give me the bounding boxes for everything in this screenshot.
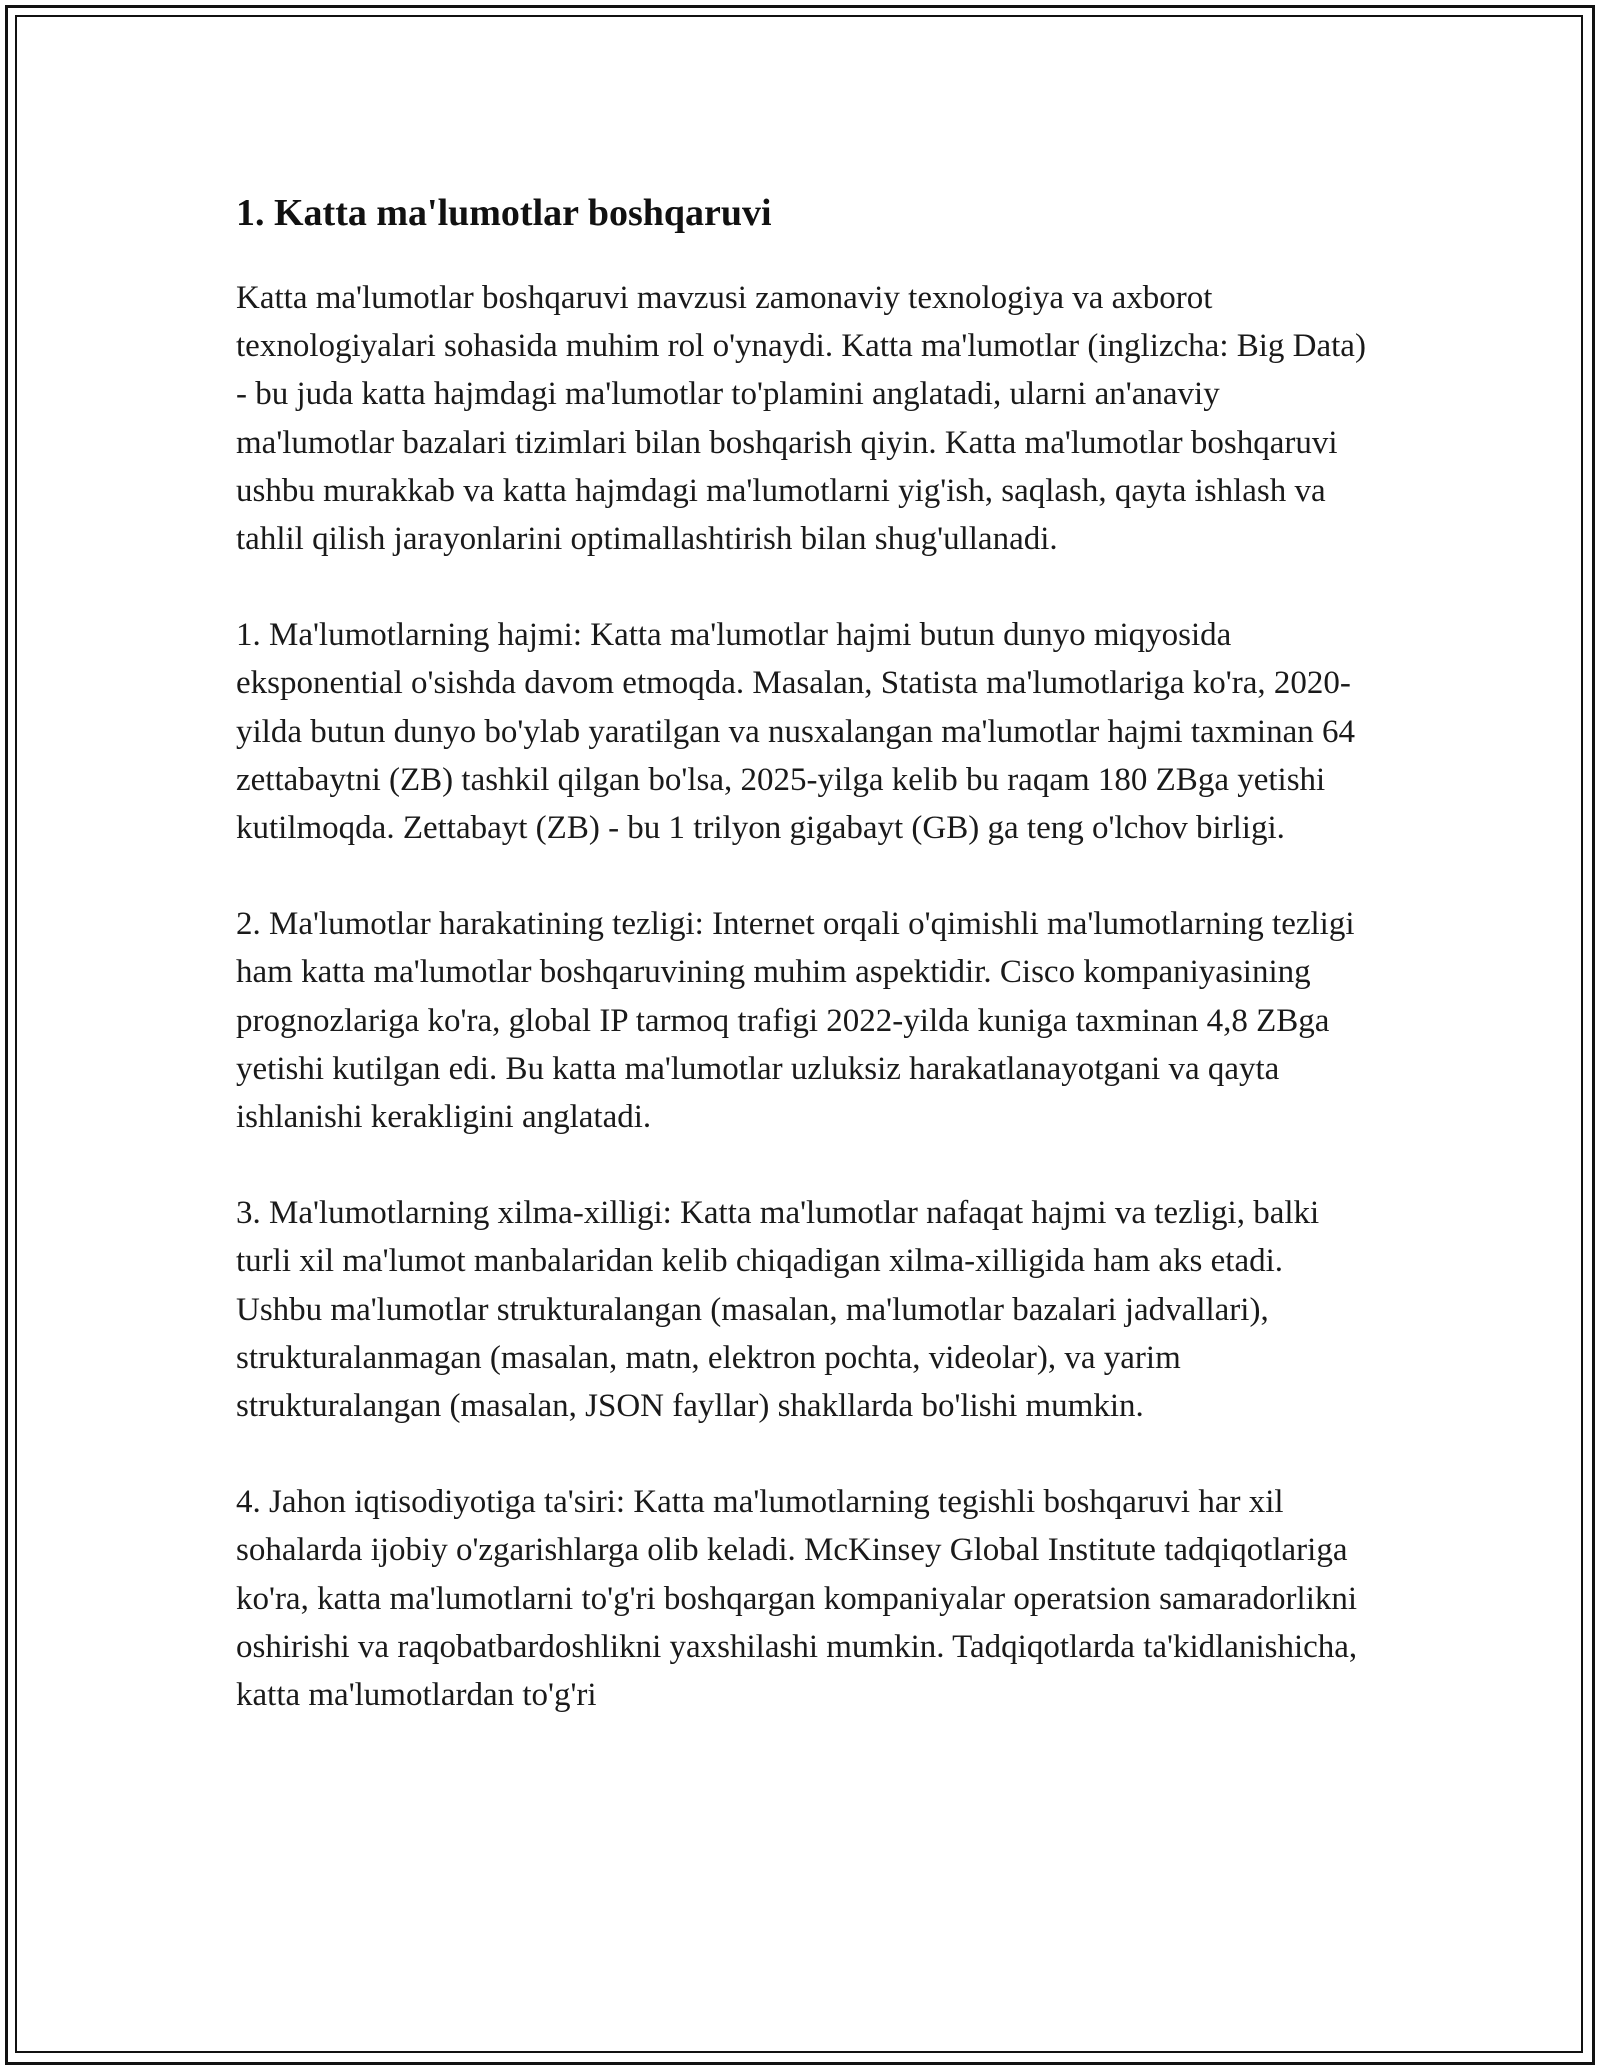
document-body	[236, 188, 1376, 1767]
paragraph-data-velocity: 2. Ma'lumotlar harakatining tezligi: Internet orqali o'qimishli ma'lumotlarning tezligi ham katta ma'lumotlar boshqaruvining muhim aspektidir. Cisco kompaniyasining prognozlariga ko'ra, global IP tarmoq trafigi 2022-yilda kuniga taxminan 4,8 ZBga yetishi kutilgan edi. Bu katta ma'lumotlar uzluksiz harakatlanayotgani va qayta ishlanishi kerakligini anglatadi.	[236, 906, 1355, 1136]
intro-paragraph: Katta ma'lumotlar boshqaruvi mavzusi zamonaviy texnologiya va axborot texnologiyalari sohasida muhim rol o'ynaydi. Katta ma'lumotlar (inglizcha: Big Data) - bu juda katta hajmdagi ma'lumotlar to'plamini anglatadi, ularni an'anaviy ma'lumotlar bazalari tizimlari bilan boshqarish qiyin. Katta ma'lumotlar boshqaruvi ushbu murakkab va katta hajmdagi ma'lumotlarni yig'ish, saqlash, qayta ishlash va tahlil qilish jarayonlarini optimallashtirish bilan shug'ullanadi.	[236, 280, 1366, 558]
section-title: 1. Katta ma'lumotlar boshqaruvi	[236, 192, 772, 234]
paragraph-data-variety: 3. Ma'lumotlarning xilma-xilligi: Katta ma'lumotlar nafaqat hajmi va tezligi, balki turli xil ma'lumot manbalaridan kelib chiqadigan xilma-xilligida ham aks etadi. Ushbu ma'lumotlar strukturalangan (masalan, ma'lumotlar bazalari jadvallari), strukturalanmagan (masalan, matn, elektron pochta, videolar), va yarim strukturalangan (masalan, JSON fayllar) shakllarda bo'lishi mumkin.	[236, 1195, 1320, 1425]
paragraph-data-volume: 1. Ma'lumotlarning hajmi: Katta ma'lumotlar hajmi butun dunyo miqyosida eksponential o'sishda davom etmoqda. Masalan, Statista ma'lumotlariga ko'ra, 2020-yilda butun dunyo bo'ylab yaratilgan va nusxalangan ma'lumotlar hajmi taxminan 64 zettabaytni (ZB) tashkil qilgan bo'lsa, 2025-yilga kelib bu raqam 180 ZBga yetishi kutilmoqda. Zettabayt (ZB) - bu 1 trilyon gigabayt (GB) ga teng o'lchov birligi.	[236, 617, 1355, 847]
paragraph-economic-impact: 4. Jahon iqtisodiyotiga ta'siri: Katta ma'lumotlarning tegishli boshqaruvi har xil sohalarda ijobiy o'zgarishlarga olib keladi. McKinsey Global Institute tadqiqotlariga ko'ra, katta ma'lumotlarni to'g'ri boshqargan kompaniyalar operatsion samaradorlikni oshirishi va raqobatbardoshlikni yaxshilashi mumkin. Tadqiqotlarda ta'kidlanishicha, katta ma'lumotlardan to'g'ri	[236, 1484, 1358, 1714]
